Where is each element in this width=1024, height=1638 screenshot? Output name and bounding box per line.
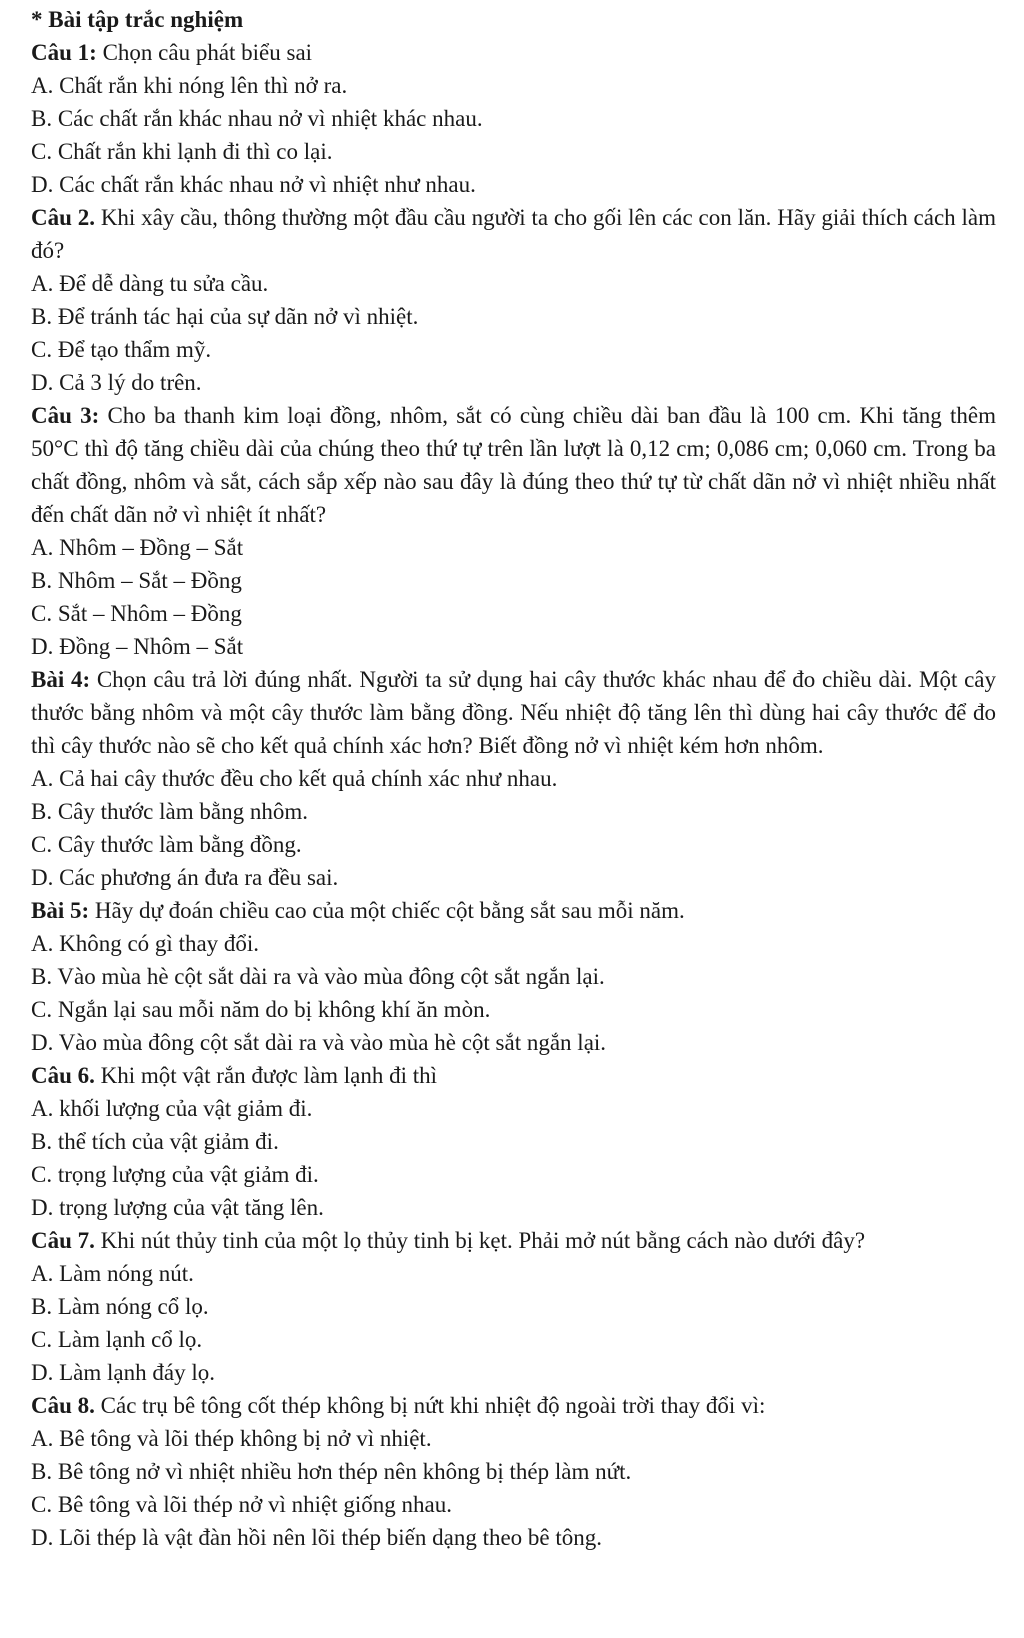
question-list (31, 36, 996, 1554)
answer-option: D. Vào mùa đông cột sắt dài ra và vào mùa hè cột sắt ngắn lại. (31, 1030, 607, 1055)
answer-option: D. trọng lượng của vật tăng lên. (31, 1195, 324, 1220)
answer-option: D. Đồng – Nhôm – Sắt (31, 634, 244, 659)
question-7 (31, 1224, 996, 1389)
question-stem (31, 663, 996, 762)
question-text: Chọn câu phát biểu sai (96, 40, 313, 65)
question-label: Câu 2. (31, 205, 95, 230)
question-stem (31, 1059, 996, 1092)
answer-option: D. Lõi thép là vật đàn hồi nên lõi thép biến dạng theo bê tông. (31, 1525, 603, 1550)
question-6 (31, 1059, 996, 1224)
question-label: Bài 5: (31, 898, 90, 923)
question-label: Câu 8. (31, 1393, 95, 1418)
answer-option: B. Bê tông nở vì nhiệt nhiều hơn thép nên không bị thép làm nứt. (31, 1459, 632, 1484)
question-stem (31, 399, 996, 531)
question-2 (31, 201, 996, 399)
question-8 (31, 1389, 996, 1554)
answer-option: D. Các chất rắn khác nhau nở vì nhiệt như nhau. (31, 172, 476, 197)
answer-option: A. Bê tông và lõi thép không bị nở vì nhiệt. (31, 1426, 432, 1451)
answer-option: C. Ngắn lại sau mỗi năm do bị không khí ăn mòn. (31, 997, 491, 1022)
question-label: Câu 3: (31, 403, 100, 428)
answer-option: C. Chất rắn khi lạnh đi thì co lại. (31, 139, 333, 164)
answer-option: C. Bê tông và lõi thép nở vì nhiệt giống nhau. (31, 1492, 453, 1517)
answer-option: A. Làm nóng nút. (31, 1261, 194, 1286)
question-stem (31, 201, 996, 267)
answer-option: A. khối lượng của vật giảm đi. (31, 1096, 313, 1121)
answer-option: B. Để tránh tác hại của sự dãn nở vì nhiệt. (31, 304, 419, 329)
answer-option: C. Cây thước làm bằng đồng. (31, 832, 302, 857)
answer-option: D. Các phương án đưa ra đều sai. (31, 865, 339, 890)
question-3 (31, 399, 996, 663)
question-4 (31, 663, 996, 894)
answer-option: C. trọng lượng của vật giảm đi. (31, 1162, 319, 1187)
answer-option: C. Sắt – Nhôm – Đồng (31, 601, 242, 626)
question-label: Câu 6. (31, 1063, 95, 1088)
question-text: Khi xây cầu, thông thường một đầu cầu người ta cho gối lên các con lăn. Hãy giải thích cách làm đó? (31, 205, 996, 263)
answer-option: A. Không có gì thay đổi. (31, 931, 260, 956)
question-text: Khi nút thủy tinh của một lọ thủy tinh bị kẹt. Phải mở nút bằng cách nào dưới đây? (94, 1228, 866, 1253)
question-stem (31, 36, 996, 69)
answer-option: C. Làm lạnh cổ lọ. (31, 1327, 203, 1352)
answer-option: B. thể tích của vật giảm đi. (31, 1129, 279, 1154)
answer-option: C. Để tạo thẩm mỹ. (31, 337, 212, 362)
question-stem (31, 1389, 996, 1422)
exercise-page (31, 4, 996, 1554)
answer-option: B. Nhôm – Sắt – Đồng (31, 568, 242, 593)
answer-option: A. Cả hai cây thước đều cho kết quả chính xác như nhau. (31, 766, 558, 791)
question-stem (31, 894, 996, 927)
question-text: Chọn câu trả lời đúng nhất. Người ta sử dụng hai cây thước khác nhau để đo chiều dài. Một cây thước bằng nhôm và một cây thước làm bằng đồng. Nếu nhiệt độ tăng lên thì dùng hai cây thước để đo thì cây thước nào sẽ cho kết quả chính xác hơn? Biết đồng nở vì nhiệt kém hơn nhôm. (31, 667, 996, 758)
question-text: Hãy dự đoán chiều cao của một chiếc cột bằng sắt sau mỗi năm. (89, 898, 685, 923)
answer-option: B. Cây thước làm bằng nhôm. (31, 799, 308, 824)
question-stem (31, 1224, 996, 1257)
question-text: Khi một vật rắn được làm lạnh đi thì (94, 1063, 437, 1088)
question-label: Bài 4: (31, 667, 91, 692)
answer-option: D. Cả 3 lý do trên. (31, 370, 202, 395)
section-heading: * Bài tập trắc nghiệm (31, 7, 244, 32)
answer-option: A. Nhôm – Đồng – Sắt (31, 535, 244, 560)
question-label: Câu 7. (31, 1228, 95, 1253)
answer-option: B. Các chất rắn khác nhau nở vì nhiệt khác nhau. (31, 106, 483, 131)
answer-option: B. Vào mùa hè cột sắt dài ra và vào mùa đông cột sắt ngắn lại. (31, 964, 605, 989)
question-text: Cho ba thanh kim loại đồng, nhôm, sắt có cùng chiều dài ban đầu là 100 cm. Khi tăng thêm 50°C thì độ tăng chiều dài của chúng theo thứ tự trên lần lượt là 0,12 cm; 0,086 cm; 0,060 cm. Trong ba chất đồng, nhôm và sắt, cách sắp xếp nào sau đây là đúng theo thứ tự từ chất dãn nở vì nhiệt nhiều nhất đến chất dãn nở vì nhiệt ít nhất? (31, 403, 996, 527)
answer-option: A. Để dễ dàng tu sửa cầu. (31, 271, 269, 296)
question-text: Các trụ bê tông cốt thép không bị nứt khi nhiệt độ ngoài trời thay đổi vì: (94, 1393, 766, 1418)
answer-option: D. Làm lạnh đáy lọ. (31, 1360, 215, 1385)
question-1 (31, 36, 996, 201)
question-label: Câu 1: (31, 40, 97, 65)
answer-option: B. Làm nóng cổ lọ. (31, 1294, 209, 1319)
answer-option: A. Chất rắn khi nóng lên thì nở ra. (31, 73, 348, 98)
question-5 (31, 894, 996, 1059)
